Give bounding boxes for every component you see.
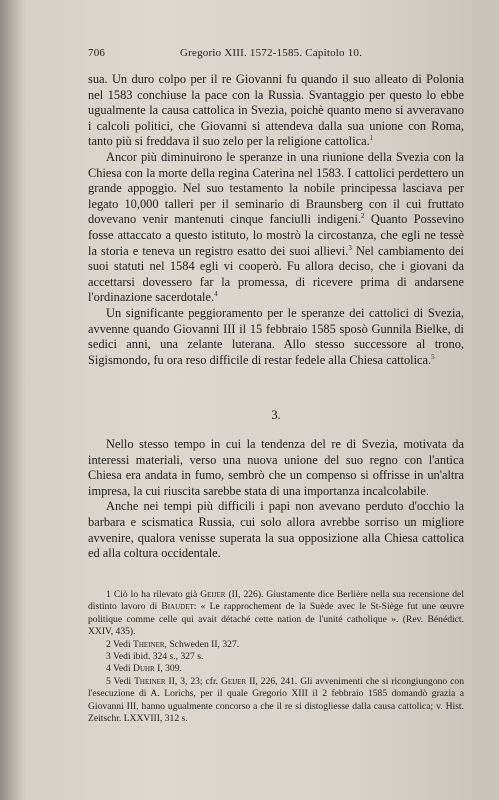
footnote-mark: 3 — [348, 243, 352, 252]
footnote: 2 Vedi Theiner, Schweden II, 327. — [106, 638, 240, 650]
footnote-mark: 1 — [369, 134, 374, 143]
paragraph: sua. Un duro colpo per il re Giovanni fu quando il suo alleato di Polonia nel 1583 conchiuse la pace con la Russia. Svantaggio per questo lo ebbe ugualmente la causa cattolica in Svezia, poichè quanto meno si avveravano i calcoli politici, che Giovanni si attendeva dalla sua unione con Roma, tanto più si freddava il suo zelo per la religione cattolica.$^1$ — [88, 72, 464, 149]
footnote-mark: 4 — [214, 290, 218, 299]
footnotes — [88, 589, 464, 725]
section-text — [88, 437, 464, 562]
main-text — [88, 72, 464, 368]
footnote: 1 Ciò lo ha rilevato già Geijer (II, 226). Giustamente dice Berlière nella sua recensione del distinto lavoro di Biaudet: « Le rapprochement de la Suède avec le St-Siège fut une œuvre politique comme celle qui avait détaché cette nation de l'unité catholique ». (Rev. Bénédict. XXIV, 435). — [88, 589, 465, 638]
footnote: 3 Vedi ibid. 324 s., 327 s. — [106, 651, 204, 663]
footnote-mark: 2 — [361, 212, 365, 221]
footnote: 4 Vedi Duhr I, 309. — [106, 663, 182, 675]
paragraph: Ancor più diminuirono le speranze in una riunione della Svezia con la Chiesa con la morte della regina Caterina nel 1583. I cattolici perdettero un grande appoggio. Nel suo testamento la nobile principessa lasciava per legato 10,000 talleri per il seminario di Braunsberg con il cui fruttato dovevano venir mantenuti cinque fanciulli indigeni.$^2$ Quanto Possevino fosse attaccato a questo istituto, lo mostrò la circostanza, che egli ne tessè la storia e teneva un registro esatto dei suoi allievi.$^3$ Nel cambiamento dei suoi statuti nel 1584 egli vi cooperò. Fu allora deciso, che i giovani da accettarsi dovessero far la promessa, di ricevere prima di andarsene l'ordinazione sacerdotale.$^4$ — [88, 149, 464, 305]
paragraph: Un significante peggioramento per le speranze dei cattolici di Svezia, avvenne quando Giovanni III il 15 febbraio 1585 sposò Gunnila Bielke, di sedici anni, una zelante luterana. Allo stesso successore al trono, Sigismondo, fu ora reso difficile di restar fedele alla Chiesa cattolica.$^5$ — [88, 305, 464, 367]
section-number: 3. — [271, 408, 281, 422]
page-gutter-shadow — [0, 0, 26, 800]
running-title: Gregorio XIII. 1572-1585. Capitolo 10. — [180, 47, 363, 59]
paragraph: Nello stesso tempo in cui la tendenza del re di Svezia, motivata da interessi materiali, verso una nuova unione del suo regno con l'antica Chiesa era andata in fumo, sembrò che un compenso si offrisse in un'altra impresa, la cui riuscita sarebbe stata di una importanza incalcolabile. — [88, 437, 464, 498]
paragraph: Anche nei tempi più difficili i papi non avevano perduto d'occhio la barbara e scismatica Russia, cui solo allora avrebbe sorriso un migliore avvenire, qualora venisse superata la sua opposizione alla Chiesa cattolica ed alla coltura occidentale. — [88, 499, 464, 561]
footnote: 5 Vedi Theiner II, 3, 23; cfr. Geijer II, 226, 241. Gli avvenimenti che si ricongiungono con l'esecuzione di A. Lorichs, per il quale Gregorio XIII il 2 febbraio 1585 domandò grazia a Giovanni III, hanno ugualmente concorso a che il re si distogliesse dalla causa cattolica; v. Hist. Zeitschr. LXXVIII, 312 s. — [88, 675, 464, 725]
footnote-mark: 5 — [431, 352, 435, 361]
page-number: 706 — [88, 47, 106, 59]
